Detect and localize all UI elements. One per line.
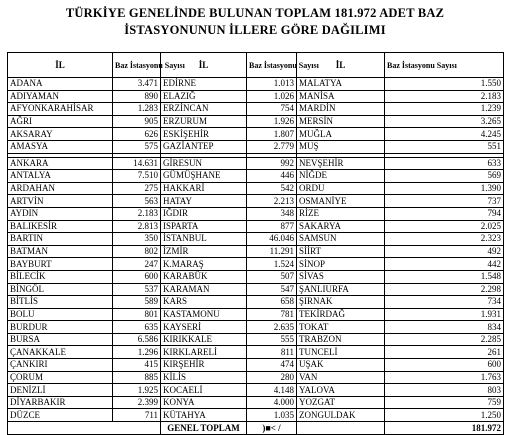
station-count-cell: 1.239 xyxy=(385,103,504,116)
province-name-cell: KARABÜK xyxy=(161,270,247,283)
table-row xyxy=(8,258,504,271)
station-count-cell: 7.510 xyxy=(113,170,161,183)
station-count-cell: 1.026 xyxy=(247,90,297,103)
province-name-cell: EDİRNE xyxy=(161,78,247,91)
province-name-cell: ORDU xyxy=(297,182,385,195)
province-name-cell: İSTANBUL xyxy=(161,233,247,246)
province-name-cell: İZMİR xyxy=(161,245,247,258)
station-count-cell: 474 xyxy=(247,359,297,372)
station-count-cell: 2.635 xyxy=(247,321,297,334)
station-count-cell: 551 xyxy=(385,140,504,153)
province-name-cell: KONYA xyxy=(161,396,247,409)
province-name-cell: YOZGAT xyxy=(297,396,385,409)
province-name-cell: MUŞ xyxy=(297,140,385,153)
station-count-cell: 46.046 xyxy=(247,233,297,246)
table-row xyxy=(8,78,504,91)
province-name-cell: BİNGÖL xyxy=(8,283,113,296)
header-province-1: İL xyxy=(8,53,113,78)
station-count-cell: 415 xyxy=(113,359,161,372)
province-name-cell: UŞAK xyxy=(297,359,385,372)
province-name-cell: KIRŞEHİR xyxy=(161,359,247,372)
province-name-cell: TRABZON xyxy=(297,333,385,346)
station-count-cell: 877 xyxy=(247,220,297,233)
station-count-cell: 569 xyxy=(385,170,504,183)
total-row xyxy=(8,422,504,435)
province-name-cell: BİTLİS xyxy=(8,296,113,309)
table-row xyxy=(8,270,504,283)
province-name-cell: ŞANLIURFA xyxy=(297,283,385,296)
province-name-cell: MALATYA xyxy=(297,78,385,91)
province-name-cell: ARTVİN xyxy=(8,195,113,208)
province-name-cell: K.MARAŞ xyxy=(161,258,247,271)
station-count-cell: 492 xyxy=(385,245,504,258)
province-name-cell: ADIYAMAN xyxy=(8,90,113,103)
province-name-cell: BİLECİK xyxy=(8,270,113,283)
station-count-cell: 711 xyxy=(113,409,161,422)
station-count-cell: 1.807 xyxy=(247,128,297,141)
table-row xyxy=(8,140,504,153)
province-name-cell: ELAZIĞ xyxy=(161,90,247,103)
province-name-cell: KAYSERİ xyxy=(161,321,247,334)
province-name-cell: VAN xyxy=(297,371,385,384)
station-count-cell: 2.779 xyxy=(247,140,297,153)
province-name-cell: BURSA xyxy=(8,333,113,346)
station-count-cell: 801 xyxy=(113,308,161,321)
table-row xyxy=(8,245,504,258)
province-name-cell: ANTALYA xyxy=(8,170,113,183)
table-row xyxy=(8,170,504,183)
header-count-2: Baz İstasyonu Sayısı xyxy=(247,53,297,78)
province-name-cell: ARDAHAN xyxy=(8,182,113,195)
province-name-cell: ÇANKIRI xyxy=(8,359,113,372)
province-name-cell: ESKİŞEHİR xyxy=(161,128,247,141)
station-count-cell: 446 xyxy=(247,170,297,183)
province-name-cell: SAKARYA xyxy=(297,220,385,233)
province-name-cell: KOCAELİ xyxy=(161,384,247,397)
station-count-cell: 2.323 xyxy=(385,233,504,246)
table-header-row xyxy=(8,53,504,78)
station-count-cell: 247 xyxy=(113,258,161,271)
station-count-cell: 1.013 xyxy=(247,78,297,91)
station-count-cell: 14.631 xyxy=(113,157,161,170)
station-count-cell: 802 xyxy=(113,245,161,258)
province-name-cell: BAYBURT xyxy=(8,258,113,271)
station-count-cell: 2.813 xyxy=(113,220,161,233)
table-row xyxy=(8,115,504,128)
station-count-cell: 575 xyxy=(113,140,161,153)
page-title-line-1: TÜRKİYE GENELİNDE BULUNAN TOPLAM 181.972 ADET BAZ xyxy=(65,6,445,20)
province-name-cell: AKSARAY xyxy=(8,128,113,141)
station-count-cell: 1.550 xyxy=(385,78,504,91)
table-row xyxy=(8,321,504,334)
station-count-cell: 3.471 xyxy=(113,78,161,91)
header-province-3: İL xyxy=(297,53,385,78)
province-name-cell: ERZİNCAN xyxy=(161,103,247,116)
station-count-cell: 737 xyxy=(385,195,504,208)
province-name-cell: NİĞDE xyxy=(297,170,385,183)
province-name-cell: TEKİRDAĞ xyxy=(297,308,385,321)
province-name-cell: ISPARTA xyxy=(161,220,247,233)
station-count-cell: 1.548 xyxy=(385,270,504,283)
province-name-cell: AĞRI xyxy=(8,115,113,128)
total-spacer-2 xyxy=(297,422,385,435)
station-count-cell: 4.148 xyxy=(247,384,297,397)
station-count-cell: 555 xyxy=(247,333,297,346)
station-count-cell: 2.183 xyxy=(385,90,504,103)
station-count-cell: 3.265 xyxy=(385,115,504,128)
table-row xyxy=(8,207,504,220)
province-name-cell: MANİSA xyxy=(297,90,385,103)
station-count-cell: 4.000 xyxy=(247,396,297,409)
total-marker: )■< / xyxy=(247,422,297,435)
station-count-cell: 537 xyxy=(113,283,161,296)
station-count-cell: 1.931 xyxy=(385,308,504,321)
station-count-cell: 905 xyxy=(113,115,161,128)
province-name-cell: DÜZCE xyxy=(8,409,113,422)
station-count-cell: 1.296 xyxy=(113,346,161,359)
station-count-cell: 1.250 xyxy=(385,409,504,422)
station-count-cell: 794 xyxy=(385,207,504,220)
table-row xyxy=(8,346,504,359)
province-name-cell: KÜTAHYA xyxy=(161,409,247,422)
province-name-cell: ADANA xyxy=(8,78,113,91)
province-name-cell: HAKKARİ xyxy=(161,182,247,195)
station-count-cell: 280 xyxy=(247,371,297,384)
table-row xyxy=(8,409,504,422)
province-name-cell: ERZURUM xyxy=(161,115,247,128)
province-name-cell: TUNCELİ xyxy=(297,346,385,359)
station-count-cell: 834 xyxy=(385,321,504,334)
header-count-1: Baz İstasyonu Sayısı xyxy=(113,53,161,78)
station-count-cell: 11.291 xyxy=(247,245,297,258)
province-name-cell: AMASYA xyxy=(8,140,113,153)
station-count-cell: 2.298 xyxy=(385,283,504,296)
station-count-cell: 885 xyxy=(113,371,161,384)
table-row xyxy=(8,384,504,397)
province-name-cell: KIRKLARELİ xyxy=(161,346,247,359)
province-name-cell: KARS xyxy=(161,296,247,309)
table-row xyxy=(8,308,504,321)
province-name-cell: KIRIKKALE xyxy=(161,333,247,346)
table-row xyxy=(8,103,504,116)
table-row xyxy=(8,283,504,296)
station-count-cell: 4.245 xyxy=(385,128,504,141)
province-name-cell: KİLİS xyxy=(161,371,247,384)
station-count-cell: 542 xyxy=(247,182,297,195)
province-name-cell: KASTAMONU xyxy=(161,308,247,321)
table-row xyxy=(8,182,504,195)
station-count-cell: 547 xyxy=(247,283,297,296)
province-name-cell: KARAMAN xyxy=(161,283,247,296)
station-count-cell: 754 xyxy=(247,103,297,116)
station-count-cell: 633 xyxy=(385,157,504,170)
station-count-cell: 992 xyxy=(247,157,297,170)
table-row xyxy=(8,396,504,409)
province-name-cell: ANKARA xyxy=(8,157,113,170)
province-name-cell: GİRESUN xyxy=(161,157,247,170)
page-title-line-2: İSTASYONUNUN İLLERE GÖRE DAĞILIMI xyxy=(124,23,386,37)
province-name-cell: GÜMÜŞHANE xyxy=(161,170,247,183)
station-count-cell: 563 xyxy=(113,195,161,208)
table-row xyxy=(8,90,504,103)
header-province-2: İL xyxy=(161,53,247,78)
station-count-cell: 2.213 xyxy=(247,195,297,208)
province-name-cell: AFYONKARAHİSAR xyxy=(8,103,113,116)
province-name-cell: BARTIN xyxy=(8,233,113,246)
province-name-cell: BALIKESİR xyxy=(8,220,113,233)
province-name-cell: SİNOP xyxy=(297,258,385,271)
station-count-cell: 589 xyxy=(113,296,161,309)
station-count-cell: 507 xyxy=(247,270,297,283)
station-count-cell: 635 xyxy=(113,321,161,334)
province-name-cell: BOLU xyxy=(8,308,113,321)
province-name-cell: RİZE xyxy=(297,207,385,220)
province-name-cell: SİİRT xyxy=(297,245,385,258)
station-count-cell: 1.925 xyxy=(113,384,161,397)
province-name-cell: ŞIRNAK xyxy=(297,296,385,309)
province-name-cell: NEVŞEHİR xyxy=(297,157,385,170)
province-name-cell: BURDUR xyxy=(8,321,113,334)
station-count-cell: 1.524 xyxy=(247,258,297,271)
table-row xyxy=(8,233,504,246)
station-count-cell: 2.285 xyxy=(385,333,504,346)
station-count-cell: 600 xyxy=(113,270,161,283)
station-count-cell: 2.399 xyxy=(113,396,161,409)
province-name-cell: OSMANİYE xyxy=(297,195,385,208)
province-name-cell: IĞDIR xyxy=(161,207,247,220)
table-row xyxy=(8,333,504,346)
station-count-cell: 2.183 xyxy=(113,207,161,220)
station-count-cell: 1.035 xyxy=(247,409,297,422)
station-count-cell: 626 xyxy=(113,128,161,141)
province-name-cell: HATAY xyxy=(161,195,247,208)
station-count-cell: 890 xyxy=(113,90,161,103)
province-name-cell: GAZİANTEP xyxy=(161,140,247,153)
province-name-cell: MERSİN xyxy=(297,115,385,128)
station-count-cell: 6.586 xyxy=(113,333,161,346)
total-value: 181.972 xyxy=(385,422,504,435)
station-count-cell: 275 xyxy=(113,182,161,195)
province-name-cell: MUĞLA xyxy=(297,128,385,141)
station-count-cell: 759 xyxy=(385,396,504,409)
station-count-cell: 350 xyxy=(113,233,161,246)
table-row xyxy=(8,359,504,372)
total-label: GENEL TOPLAM xyxy=(161,422,247,435)
province-name-cell: TOKAT xyxy=(297,321,385,334)
station-count-cell: 600 xyxy=(385,359,504,372)
station-count-cell: 734 xyxy=(385,296,504,309)
province-name-cell: YALOVA xyxy=(297,384,385,397)
province-name-cell: ÇORUM xyxy=(8,371,113,384)
table-row xyxy=(8,128,504,141)
province-name-cell: BATMAN xyxy=(8,245,113,258)
station-count-cell: 811 xyxy=(247,346,297,359)
station-count-cell: 658 xyxy=(247,296,297,309)
province-name-cell: SİVAS xyxy=(297,270,385,283)
station-count-cell: 803 xyxy=(385,384,504,397)
province-name-cell: DENİZLİ xyxy=(8,384,113,397)
station-count-cell: 261 xyxy=(385,346,504,359)
total-spacer xyxy=(8,422,161,435)
province-name-cell: SAMSUN xyxy=(297,233,385,246)
province-base-station-table xyxy=(7,52,504,435)
station-count-cell: 781 xyxy=(247,308,297,321)
header-count-3: Baz İstasyonu Sayısı xyxy=(385,53,504,78)
station-count-cell: 348 xyxy=(247,207,297,220)
province-name-cell: MARDİN xyxy=(297,103,385,116)
province-name-cell: ZONGULDAK xyxy=(297,409,385,422)
province-name-cell: AYDIN xyxy=(8,207,113,220)
station-count-cell: 1.926 xyxy=(247,115,297,128)
station-count-cell: 2.025 xyxy=(385,220,504,233)
station-count-cell: 442 xyxy=(385,258,504,271)
table-row xyxy=(8,195,504,208)
table-row xyxy=(8,371,504,384)
station-count-cell: 1.283 xyxy=(113,103,161,116)
station-count-cell: 1.763 xyxy=(385,371,504,384)
table-row xyxy=(8,157,504,170)
station-count-cell: 1.390 xyxy=(385,182,504,195)
province-name-cell: DİYARBAKIR xyxy=(8,396,113,409)
table-row xyxy=(8,296,504,309)
table-row xyxy=(8,220,504,233)
province-name-cell: ÇANAKKALE xyxy=(8,346,113,359)
